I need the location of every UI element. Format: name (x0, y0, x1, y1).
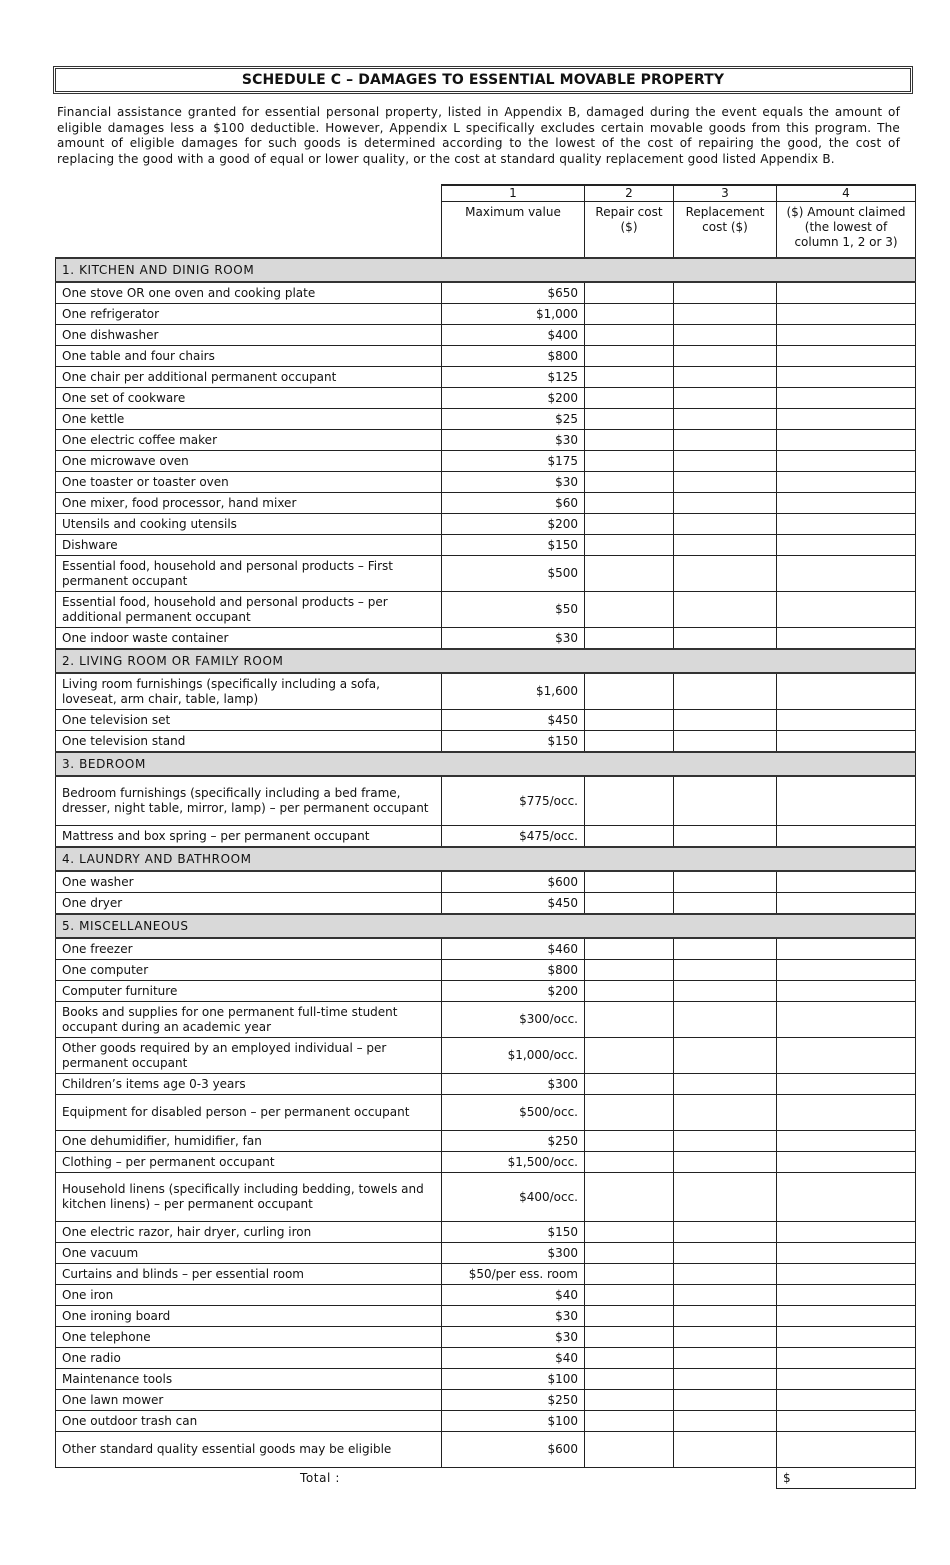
damages-table (55, 184, 916, 1489)
maximum-value-cell: $50 (442, 592, 585, 628)
replacement-cost-cell[interactable] (674, 535, 777, 556)
replacement-cost-cell[interactable] (674, 1390, 777, 1411)
repair-cost-cell[interactable] (585, 1038, 674, 1074)
item-description: One electric coffee maker (56, 430, 442, 451)
amount-claimed-cell[interactable] (777, 325, 916, 346)
maximum-value-cell: $200 (442, 514, 585, 535)
item-description: One stove OR one oven and cooking plate (56, 282, 442, 304)
total-amount-field[interactable]: $ (777, 1468, 916, 1489)
repair-cost-cell[interactable] (585, 1369, 674, 1390)
amount-claimed-cell[interactable] (777, 535, 916, 556)
amount-claimed-cell[interactable] (777, 430, 916, 451)
maximum-value-cell: $1,000/occ. (442, 1038, 585, 1074)
item-description: Other goods required by an employed individual – per permanent occupant (56, 1038, 442, 1074)
maximum-value-cell: $450 (442, 893, 585, 915)
amount-claimed-cell[interactable] (777, 493, 916, 514)
section-header-row (56, 752, 916, 776)
column-header-maximum-value: Maximum value (442, 202, 585, 259)
maximum-value-cell: $250 (442, 1390, 585, 1411)
item-description: Utensils and cooking utensils (56, 514, 442, 535)
table-row (56, 710, 916, 731)
table-row (56, 493, 916, 514)
item-description: Mattress and box spring – per permanent occupant (56, 826, 442, 848)
amount-claimed-cell[interactable] (777, 514, 916, 535)
amount-claimed-cell[interactable] (777, 1411, 916, 1432)
maximum-value-cell: $650 (442, 282, 585, 304)
repair-cost-cell[interactable] (585, 451, 674, 472)
table-row (56, 1074, 916, 1095)
repair-cost-cell[interactable] (585, 826, 674, 848)
repair-cost-cell[interactable] (585, 871, 674, 893)
item-description: One washer (56, 871, 442, 893)
maximum-value-cell: $200 (442, 981, 585, 1002)
repair-cost-cell[interactable] (585, 409, 674, 430)
table-row (56, 325, 916, 346)
section-label: 1. KITCHEN AND DINIG ROOM (56, 258, 916, 282)
repair-cost-cell[interactable] (585, 1411, 674, 1432)
section-header-row (56, 258, 916, 282)
replacement-cost-cell[interactable] (674, 710, 777, 731)
total-spacer (585, 1468, 674, 1489)
column-header-repair-cost: Repair cost ($) (585, 202, 674, 259)
section-header-row (56, 649, 916, 673)
replacement-cost-cell[interactable] (674, 472, 777, 493)
replacement-cost-cell[interactable] (674, 960, 777, 981)
replacement-cost-cell[interactable] (674, 1306, 777, 1327)
item-description: One indoor waste container (56, 628, 442, 650)
table-row (56, 1152, 916, 1173)
replacement-cost-cell[interactable] (674, 1095, 777, 1131)
item-description: One television set (56, 710, 442, 731)
item-description: One chair per additional permanent occupant (56, 367, 442, 388)
amount-claimed-cell[interactable] (777, 628, 916, 650)
table-row (56, 1390, 916, 1411)
table-row (56, 938, 916, 960)
item-description: One computer (56, 960, 442, 981)
maximum-value-cell: $150 (442, 535, 585, 556)
replacement-cost-cell[interactable] (674, 1327, 777, 1348)
item-description: One table and four chairs (56, 346, 442, 367)
maximum-value-cell: $175 (442, 451, 585, 472)
maximum-value-cell: $600 (442, 1432, 585, 1468)
item-description: One kettle (56, 409, 442, 430)
item-description: Curtains and blinds – per essential room (56, 1264, 442, 1285)
maximum-value-cell: $30 (442, 628, 585, 650)
maximum-value-cell: $250 (442, 1131, 585, 1152)
repair-cost-cell[interactable] (585, 938, 674, 960)
table-row (56, 1038, 916, 1074)
repair-cost-cell[interactable] (585, 1264, 674, 1285)
maximum-value-cell: $100 (442, 1369, 585, 1390)
maximum-value-cell: $1,500/occ. (442, 1152, 585, 1173)
maximum-value-cell: $40 (442, 1348, 585, 1369)
section-header-row (56, 914, 916, 938)
maximum-value-cell: $800 (442, 346, 585, 367)
maximum-value-cell: $475/occ. (442, 826, 585, 848)
maximum-value-cell: $450 (442, 710, 585, 731)
replacement-cost-cell[interactable] (674, 514, 777, 535)
section-label: 5. MISCELLANEOUS (56, 914, 916, 938)
table-row (56, 451, 916, 472)
column-number-row (56, 185, 916, 202)
amount-claimed-cell[interactable] (777, 1243, 916, 1264)
amount-claimed-cell[interactable] (777, 938, 916, 960)
replacement-cost-cell[interactable] (674, 430, 777, 451)
item-description: Other standard quality essential goods may be eligible (56, 1432, 442, 1468)
amount-claimed-cell[interactable] (777, 451, 916, 472)
repair-cost-cell[interactable] (585, 430, 674, 451)
replacement-cost-cell[interactable] (674, 1285, 777, 1306)
replacement-cost-cell[interactable] (674, 981, 777, 1002)
repair-cost-cell[interactable] (585, 1432, 674, 1468)
column-number: 2 (585, 185, 674, 202)
amount-claimed-cell[interactable] (777, 1390, 916, 1411)
amount-claimed-cell[interactable] (777, 1432, 916, 1468)
replacement-cost-cell[interactable] (674, 1131, 777, 1152)
maximum-value-cell: $50/per ess. room (442, 1264, 585, 1285)
amount-claimed-cell[interactable] (777, 1173, 916, 1222)
maximum-value-cell: $500 (442, 556, 585, 592)
maximum-value-cell: $100 (442, 1411, 585, 1432)
amount-claimed-cell[interactable] (777, 1369, 916, 1390)
column-number: 3 (674, 185, 777, 202)
item-description: Essential food, household and personal products – per additional permanent occupant (56, 592, 442, 628)
table-row (56, 1222, 916, 1243)
table-row (56, 1173, 916, 1222)
item-description: One dehumidifier, humidifier, fan (56, 1131, 442, 1152)
repair-cost-cell[interactable] (585, 1095, 674, 1131)
repair-cost-cell[interactable] (585, 960, 674, 981)
repair-cost-cell[interactable] (585, 1306, 674, 1327)
replacement-cost-cell[interactable] (674, 304, 777, 325)
amount-claimed-cell[interactable] (777, 1074, 916, 1095)
maximum-value-cell: $600 (442, 871, 585, 893)
table-row (56, 430, 916, 451)
maximum-value-cell: $800 (442, 960, 585, 981)
replacement-cost-cell[interactable] (674, 388, 777, 409)
repair-cost-cell[interactable] (585, 628, 674, 650)
replacement-cost-cell[interactable] (674, 731, 777, 753)
table-row (56, 1411, 916, 1432)
table-row (56, 282, 916, 304)
repair-cost-cell[interactable] (585, 981, 674, 1002)
replacement-cost-cell[interactable] (674, 1152, 777, 1173)
repair-cost-cell[interactable] (585, 1152, 674, 1173)
replacement-cost-cell[interactable] (674, 556, 777, 592)
table-row (56, 628, 916, 650)
amount-claimed-cell[interactable] (777, 1327, 916, 1348)
replacement-cost-cell[interactable] (674, 871, 777, 893)
repair-cost-cell[interactable] (585, 710, 674, 731)
repair-cost-cell[interactable] (585, 304, 674, 325)
item-description: One telephone (56, 1327, 442, 1348)
table-row (56, 1327, 916, 1348)
repair-cost-cell[interactable] (585, 1327, 674, 1348)
maximum-value-cell: $300 (442, 1074, 585, 1095)
section-header-row (56, 847, 916, 871)
maximum-value-cell: $200 (442, 388, 585, 409)
amount-claimed-cell[interactable] (777, 960, 916, 981)
column-header-row (56, 202, 916, 259)
column-number: 1 (442, 185, 585, 202)
maximum-value-cell: $30 (442, 1306, 585, 1327)
table-row (56, 304, 916, 325)
item-description: One iron (56, 1285, 442, 1306)
schedule-title: SCHEDULE C – DAMAGES TO ESSENTIAL MOVABLE PROPERTY (53, 66, 913, 94)
repair-cost-cell[interactable] (585, 1002, 674, 1038)
total-spacer (674, 1468, 777, 1489)
maximum-value-cell: $150 (442, 1222, 585, 1243)
amount-claimed-cell[interactable] (777, 710, 916, 731)
table-row (56, 826, 916, 848)
repair-cost-cell[interactable] (585, 1285, 674, 1306)
amount-claimed-cell[interactable] (777, 282, 916, 304)
replacement-cost-cell[interactable] (674, 1173, 777, 1222)
amount-claimed-cell[interactable] (777, 731, 916, 753)
table-row (56, 514, 916, 535)
table-row (56, 871, 916, 893)
replacement-cost-cell[interactable] (674, 493, 777, 514)
repair-cost-cell[interactable] (585, 472, 674, 493)
repair-cost-cell[interactable] (585, 367, 674, 388)
item-description: Maintenance tools (56, 1369, 442, 1390)
repair-cost-cell[interactable] (585, 1348, 674, 1369)
table-row (56, 388, 916, 409)
maximum-value-cell: $40 (442, 1285, 585, 1306)
table-row (56, 346, 916, 367)
amount-claimed-cell[interactable] (777, 893, 916, 915)
amount-claimed-cell[interactable] (777, 673, 916, 710)
repair-cost-cell[interactable] (585, 893, 674, 915)
amount-claimed-cell[interactable] (777, 592, 916, 628)
replacement-cost-cell[interactable] (674, 346, 777, 367)
table-row (56, 1264, 916, 1285)
replacement-cost-cell[interactable] (674, 282, 777, 304)
table-row (56, 1369, 916, 1390)
amount-claimed-cell[interactable] (777, 1222, 916, 1243)
table-row (56, 1002, 916, 1038)
repair-cost-cell[interactable] (585, 556, 674, 592)
replacement-cost-cell[interactable] (674, 1038, 777, 1074)
item-description: One dishwasher (56, 325, 442, 346)
amount-claimed-cell[interactable] (777, 1002, 916, 1038)
amount-claimed-cell[interactable] (777, 1152, 916, 1173)
repair-cost-cell[interactable] (585, 388, 674, 409)
replacement-cost-cell[interactable] (674, 1264, 777, 1285)
maximum-value-cell: $150 (442, 731, 585, 753)
table-row (56, 981, 916, 1002)
amount-claimed-cell[interactable] (777, 1264, 916, 1285)
item-description: Equipment for disabled person – per permanent occupant (56, 1095, 442, 1131)
replacement-cost-cell[interactable] (674, 367, 777, 388)
item-description: Dishware (56, 535, 442, 556)
maximum-value-cell: $500/occ. (442, 1095, 585, 1131)
table-row (56, 960, 916, 981)
amount-claimed-cell[interactable] (777, 871, 916, 893)
section-label: 2. LIVING ROOM OR FAMILY ROOM (56, 649, 916, 673)
table-row (56, 535, 916, 556)
maximum-value-cell: $25 (442, 409, 585, 430)
table-row (56, 367, 916, 388)
repair-cost-cell[interactable] (585, 1173, 674, 1222)
repair-cost-cell[interactable] (585, 776, 674, 826)
table-row (56, 776, 916, 826)
maximum-value-cell: $300 (442, 1243, 585, 1264)
repair-cost-cell[interactable] (585, 493, 674, 514)
table-row (56, 472, 916, 493)
replacement-cost-cell[interactable] (674, 409, 777, 430)
maximum-value-cell: $1,600 (442, 673, 585, 710)
replacement-cost-cell[interactable] (674, 1222, 777, 1243)
amount-claimed-cell[interactable] (777, 1131, 916, 1152)
repair-cost-cell[interactable] (585, 673, 674, 710)
item-description: One television stand (56, 731, 442, 753)
maximum-value-cell: $400/occ. (442, 1173, 585, 1222)
item-description: One refrigerator (56, 304, 442, 325)
table-row (56, 893, 916, 915)
amount-claimed-cell[interactable] (777, 1348, 916, 1369)
item-description: One freezer (56, 938, 442, 960)
column-number: 4 (777, 185, 916, 202)
item-description: Household linens (specifically including bedding, towels and kitchen linens) – per permanent occupant (56, 1173, 442, 1222)
amount-claimed-cell[interactable] (777, 981, 916, 1002)
maximum-value-cell: $400 (442, 325, 585, 346)
table-row (56, 556, 916, 592)
item-description: One radio (56, 1348, 442, 1369)
total-row (56, 1468, 916, 1489)
item-description: One electric razor, hair dryer, curling iron (56, 1222, 442, 1243)
amount-claimed-cell[interactable] (777, 776, 916, 826)
item-description: Children’s items age 0-3 years (56, 1074, 442, 1095)
repair-cost-cell[interactable] (585, 282, 674, 304)
maximum-value-cell: $30 (442, 1327, 585, 1348)
amount-claimed-cell[interactable] (777, 388, 916, 409)
section-label: 3. BEDROOM (56, 752, 916, 776)
replacement-cost-cell[interactable] (674, 1002, 777, 1038)
column-header-replacement-cost: Replacement cost ($) (674, 202, 777, 259)
maximum-value-cell: $30 (442, 430, 585, 451)
repair-cost-cell[interactable] (585, 1222, 674, 1243)
table-row (56, 409, 916, 430)
item-description: One mixer, food processor, hand mixer (56, 493, 442, 514)
table-row (56, 1243, 916, 1264)
maximum-value-cell: $30 (442, 472, 585, 493)
table-row (56, 1131, 916, 1152)
replacement-cost-cell[interactable] (674, 325, 777, 346)
amount-claimed-cell[interactable] (777, 826, 916, 848)
amount-claimed-cell[interactable] (777, 409, 916, 430)
item-description: Books and supplies for one permanent full-time student occupant during an academic year (56, 1002, 442, 1038)
item-description: One lawn mower (56, 1390, 442, 1411)
amount-claimed-cell[interactable] (777, 367, 916, 388)
table-row (56, 673, 916, 710)
column-header-amount-claimed: ($) Amount claimed (the lowest of column 1, 2 or 3) (777, 202, 916, 259)
maximum-value-cell: $460 (442, 938, 585, 960)
replacement-cost-cell[interactable] (674, 592, 777, 628)
item-description: Essential food, household and personal products – First permanent occupant (56, 556, 442, 592)
amount-claimed-cell[interactable] (777, 472, 916, 493)
item-description: One set of cookware (56, 388, 442, 409)
replacement-cost-cell[interactable] (674, 1432, 777, 1468)
item-description: One dryer (56, 893, 442, 915)
amount-claimed-cell[interactable] (777, 304, 916, 325)
table-row (56, 1432, 916, 1468)
amount-claimed-cell[interactable] (777, 1038, 916, 1074)
maximum-value-cell: $60 (442, 493, 585, 514)
repair-cost-cell[interactable] (585, 1243, 674, 1264)
maximum-value-cell: $775/occ. (442, 776, 585, 826)
replacement-cost-cell[interactable] (674, 1411, 777, 1432)
replacement-cost-cell[interactable] (674, 893, 777, 915)
item-description: One microwave oven (56, 451, 442, 472)
replacement-cost-cell[interactable] (674, 451, 777, 472)
amount-claimed-cell[interactable] (777, 1095, 916, 1131)
repair-cost-cell[interactable] (585, 535, 674, 556)
item-description: Computer furniture (56, 981, 442, 1002)
item-description: One toaster or toaster oven (56, 472, 442, 493)
repair-cost-cell[interactable] (585, 346, 674, 367)
item-description: Bedroom furnishings (specifically including a bed frame, dresser, night table, mirror, lamp) – per permanent occupant (56, 776, 442, 826)
item-description: Living room furnishings (specifically including a sofa, loveseat, arm chair, table, lamp) (56, 673, 442, 710)
total-label: Total : (299, 1470, 341, 1485)
table-row (56, 1095, 916, 1131)
amount-claimed-cell[interactable] (777, 346, 916, 367)
table-row (56, 592, 916, 628)
replacement-cost-cell[interactable] (674, 826, 777, 848)
amount-claimed-cell[interactable] (777, 1285, 916, 1306)
repair-cost-cell[interactable] (585, 1390, 674, 1411)
maximum-value-cell: $300/occ. (442, 1002, 585, 1038)
replacement-cost-cell[interactable] (674, 776, 777, 826)
repair-cost-cell[interactable] (585, 1131, 674, 1152)
section-label: 4. LAUNDRY AND BATHROOM (56, 847, 916, 871)
maximum-value-cell: $1,000 (442, 304, 585, 325)
table-row (56, 1306, 916, 1327)
table-row (56, 731, 916, 753)
table-row (56, 1285, 916, 1306)
replacement-cost-cell[interactable] (674, 628, 777, 650)
table-row (56, 1348, 916, 1369)
repair-cost-cell[interactable] (585, 514, 674, 535)
replacement-cost-cell[interactable] (674, 1369, 777, 1390)
replacement-cost-cell[interactable] (674, 1243, 777, 1264)
repair-cost-cell[interactable] (585, 325, 674, 346)
repair-cost-cell[interactable] (585, 731, 674, 753)
maximum-value-cell: $125 (442, 367, 585, 388)
replacement-cost-cell[interactable] (674, 1074, 777, 1095)
item-description: One vacuum (56, 1243, 442, 1264)
item-description: One ironing board (56, 1306, 442, 1327)
repair-cost-cell[interactable] (585, 1074, 674, 1095)
replacement-cost-cell[interactable] (674, 673, 777, 710)
item-description: Clothing – per permanent occupant (56, 1152, 442, 1173)
amount-claimed-cell[interactable] (777, 556, 916, 592)
item-description: One outdoor trash can (56, 1411, 442, 1432)
repair-cost-cell[interactable] (585, 592, 674, 628)
amount-claimed-cell[interactable] (777, 1306, 916, 1327)
replacement-cost-cell[interactable] (674, 1348, 777, 1369)
intro-paragraph: Financial assistance granted for essential personal property, listed in Appendix B, damaged during the event equals the amount of eligible damages less a $100 deductible. However, Appendix L specifically excludes certain movable goods from this program. The amount of eligible damages for such goods is determined according to the lowest of the cost of repairing the good, the cost of replacing the good with a good of equal or lower quality, or the cost at standard quality replacement good listed Appendix B. (57, 105, 900, 166)
replacement-cost-cell[interactable] (674, 938, 777, 960)
